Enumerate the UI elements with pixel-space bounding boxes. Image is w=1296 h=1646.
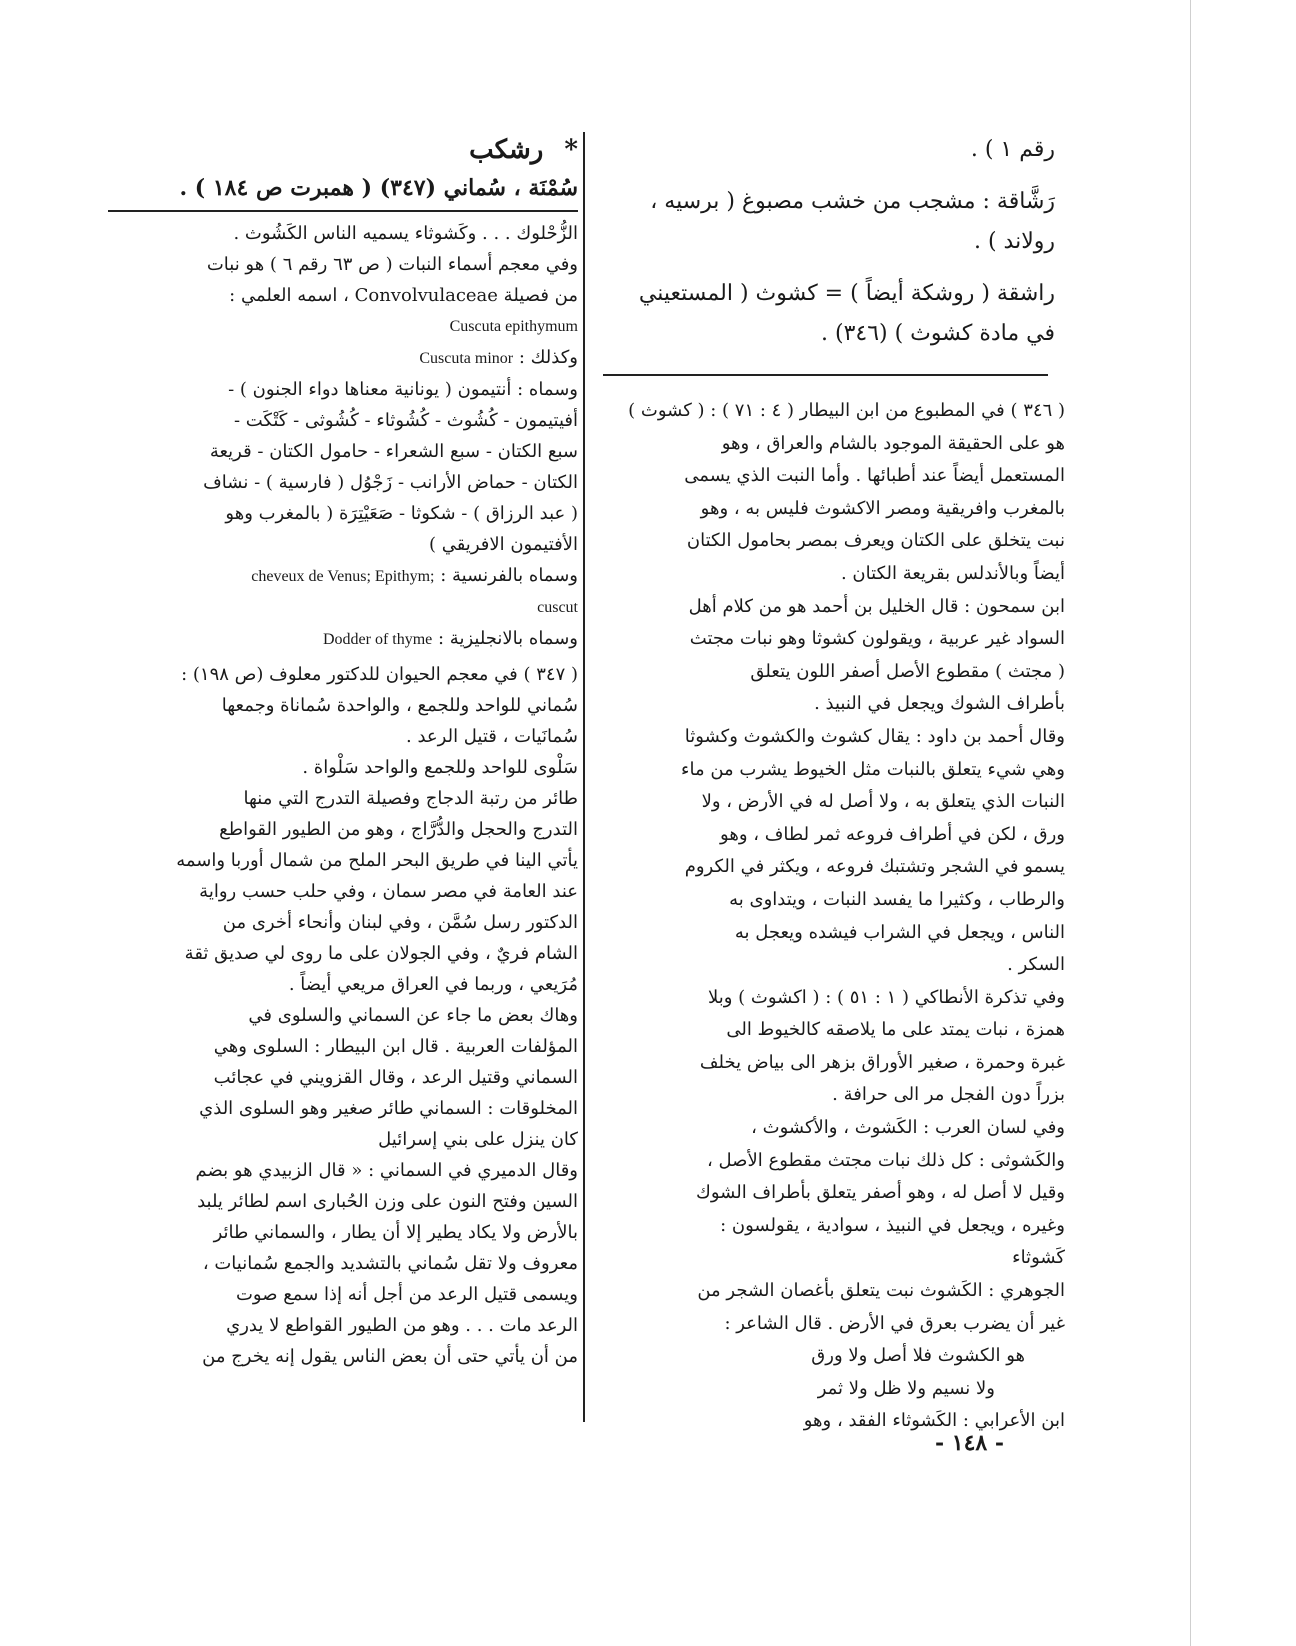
footnote-line: ورق ، لكن في أطراف فروعه ثمر لطاف ، وهو (720, 823, 1065, 845)
entry-heading: رشكب (469, 135, 544, 165)
french-name-cont: cuscut (537, 599, 578, 616)
column-divider (583, 132, 585, 1422)
footnote-line: والرطاب ، وكثيرا ما يفسد النبات ، ويتداوى به (729, 888, 1065, 910)
body-line: الكتان - حماض الأرانب - زَجْوُل ( فارسية ) - نشاف (203, 472, 578, 493)
entry-line: رقم ١ ) . (970, 137, 1055, 162)
footnote-line: ابن سمحون : قال الخليل بن أحمد هو من كلام أهل (688, 595, 1065, 617)
body-line (108, 623, 578, 655)
footnote-line: بزراً دون الفجل مر الى حرافة . (832, 1084, 1065, 1106)
footnote-line: ويسمى قتيل الرعد من أجل أنه إذا سمع صوت (235, 1284, 578, 1305)
scan-edge-line (1190, 0, 1191, 1646)
footnote-line: السواد غير عربية ، ويقولون كشوثا وهو نبات مجتث (689, 628, 1065, 650)
footnote-line: المخلوقات : السماني طائر صغير وهو السلوى الذي (199, 1098, 578, 1119)
footnote-line: سَلْوى للواحد وللجمع والواحد سَلْواة . (302, 757, 578, 778)
footnote-line: غير أن يضرب بعرق في الأرض . قال الشاعر : (724, 1312, 1065, 1334)
body-line: وسماه : أنتيمون ( يونانية معناها دواء الجنون ) - (228, 379, 578, 400)
page-number: - ١٤٨ - (935, 1430, 1005, 1456)
entry-line: رَشَّاقة : مشجب من خشب مصبوغ ( برسيه ، (650, 189, 1055, 214)
verse-line: ولا نسيم ولا ظل ولا ثمر (817, 1377, 995, 1399)
entry-body (108, 218, 578, 655)
footnote-line: ابن الأعرابي : الكَشوثاء الفقد ، وهو (803, 1410, 1065, 1432)
footnote-line: سُمانَيات ، قتيل الرعد . (406, 726, 578, 747)
entry-line: في مادة كشوث ) (٣٤٦) . (820, 321, 1055, 346)
verse-line: هو الكشوث فلا أصل ولا ورق (811, 1345, 1025, 1367)
footnote-line: سُماني للواحد وللجمع ، والواحدة سُماناة وجمعها (221, 695, 578, 716)
footnote-line: السكر . (1007, 954, 1065, 976)
entry-line: راشقة ( روشكة أيضاً ) = كشوث ( المستعيني (638, 281, 1055, 306)
entry-subheading: سُمْنَة ، سُماني (٣٤٧) ( همبرت ص ١٨٤ ) . (108, 170, 578, 212)
body-line: ( عبد الرزاق ) - شكوثا - صَعَيْتِرَة ( بالمغرب وهو (225, 503, 578, 524)
entry-line: رولاند ) . (973, 229, 1055, 254)
footnote-line: أيضاً وبالأندلس بقريعة الكتان . (840, 562, 1065, 584)
entry-star-marker: * (564, 135, 578, 165)
footnote-line: وفي تذكرة الأنطاكي ( ١ : ٥١ ) : ( اكشوث ) وبلا (707, 986, 1065, 1008)
footnote-line: وهي شيء يتعلق بالنبات مثل الخيوط يشرب من ماء (681, 758, 1065, 780)
body-line: الأفتيمون الافريقي ) (428, 534, 578, 555)
footnote-line: وفي لسان العرب : الكَشوث ، والأكشوث ، (751, 1117, 1065, 1139)
latin-name: Cuscuta epithymum (449, 318, 578, 335)
latin-name: Cuscuta minor (419, 350, 514, 367)
footnote-line: وقال الدميري في السماني : « قال الزبيدي هو بضم (195, 1160, 578, 1181)
french-prefix: وسماه بالفرنسية : (440, 565, 578, 586)
footnote-line: كان ينزل على بني إسرائيل (378, 1129, 578, 1150)
footnote-line: همزة ، نبات يمتد على ما يلاصقه كالخيوط الى (726, 1019, 1065, 1041)
body-line: الزُّحْلوك . . . وكَشوثاء يسميه الناس الكَشُوث . (233, 223, 578, 244)
footnote-347 (108, 659, 578, 1372)
footnote-line: ( ٣٤٧ ) في معجم الحيوان للدكتور معلوف (ص ١٩٨) : (181, 664, 578, 685)
left-column (108, 130, 578, 1372)
english-prefix: وسماه بالانجليزية : (438, 628, 578, 649)
footnote-line: والكَشوثى : كل ذلك نبات مجتث مقطوع الأصل ، (707, 1149, 1065, 1171)
footnote-line: مُرَيعي ، وربما في العراق مريعي أيضاً . (288, 974, 578, 995)
right-column-entries (595, 130, 1055, 354)
footnote-line: المؤلفات العربية . قال ابن البيطار : السلوى وهي (213, 1036, 578, 1057)
footnote-line: بالأرض ولا يكاد يطير إلا أن يطار ، والسماني طائر (213, 1222, 578, 1243)
body-line: من فصيلة Convolvulaceae ، اسمه العلمي : (229, 285, 578, 306)
footnote-line: الرعد مات . . . وهو من الطيور القواطع لا يدري (226, 1315, 578, 1336)
footnote-line: معروف ولا تقل سُماني بالتشديد والجمع سُمانيات ، (202, 1253, 578, 1274)
footnote-line: وقيل لا أصل له ، وهو أصفر يتعلق بأطراف الشوك (696, 1182, 1065, 1204)
body-line: وفي معجم أسماء النبات ( ص ٦٣ رقم ٦ ) هو نبات (206, 254, 578, 275)
footnote-line: الدكتور رسل سُمَّن ، وفي لبنان وأنحاء أخرى من (222, 912, 578, 933)
footnote-line: الناس ، ويجعل في الشراب فيشده ويعجل به (734, 921, 1065, 943)
footnote-346 (595, 395, 1065, 1438)
footnote-line: وقال أحمد بن داود : يقال كشوث والكشوث وكشوثا (684, 725, 1065, 747)
footnote-line: السماني وقتيل الرعد ، وقال القزويني في عجائب (213, 1067, 578, 1088)
footnote-line: ( ٣٤٦ ) في المطبوع من ابن البيطار ( ٤ : ٧١ ) : ( كشوث ) (628, 400, 1065, 421)
footnote-line: يسمو في الشجر وتشتبك فروعه ، ويكثر في الكروم (684, 856, 1065, 878)
footnote-line: السين وفتح النون على وزن الحُبارى اسم لطائر يلبد (197, 1191, 578, 1212)
body-line: سبع الكتان - سبع الشعراء - حامول الكتان - قريعة (209, 441, 578, 462)
footnote-line: الشام فريٌ ، وفي الجولان على ما روى لي صديق ثقة (184, 943, 578, 964)
entry-heading-row (108, 130, 578, 170)
french-name: cheveux de Venus; Epithym; (251, 568, 435, 585)
footnote-line: غبرة وحمرة ، صغير الأوراق بزهر الى بياض يخلف (699, 1051, 1065, 1073)
footnote-line: طائر من رتبة الدجاج وفصيلة التدرج التي منها (243, 788, 578, 809)
footnote-line: وهاك بعض ما جاء عن السماني والسلوى في (248, 1005, 578, 1026)
footnote-line: بالمغرب وافريقية ومصر الاكشوث فليس به ، وهو (700, 497, 1065, 519)
footnote-line: الجوهري : الكَشوث نبت يتعلق بأغصان الشجر من (697, 1280, 1065, 1302)
english-name: Dodder of thyme (322, 631, 433, 648)
footnote-line: نبت يتخلق على الكتان ويعرف بمصر بحامول الكتان (686, 530, 1065, 552)
footnote-line: وغيره ، ويجعل في النبيذ ، سوادية ، يقولسون : (720, 1214, 1065, 1236)
footnote-line: عند العامة في مصر سمان ، وفي حلب حسب رواية (199, 881, 578, 902)
footnote-divider (603, 374, 1048, 376)
latin-prefix: وكذلك : (518, 347, 578, 368)
footnote-line: التدرج والحجل والدُّرَّاج ، وهو من الطيور القواطع (219, 819, 578, 840)
footnote-line: كَشوثاء (1012, 1247, 1065, 1269)
footnote-line: هو على الحقيقة الموجود بالشام والعراق ، وهو (721, 432, 1065, 454)
body-line (108, 342, 578, 374)
body-line (108, 560, 578, 592)
footnote-line: المستعمل أيضاً عند أطبائها . وأما النبت الذي يسمى (684, 465, 1065, 487)
footnote-line: النبات الذي يتعلق به ، ولا أصل له في الأرض ، ولا (701, 791, 1065, 813)
footnote-line: بأطراف الشوك ويجعل في النبيذ . (814, 693, 1065, 715)
body-line: أفيتيمون - كُشُوث - كُشُوثاء - كُشُوثى - كَتْكَت - (233, 410, 578, 431)
footnote-line: من أن يأتي حتى أن بعض الناس يقول إنه يخرج من (202, 1346, 578, 1367)
footnote-line: ( مجتث ) مقطوع الأصل أصفر اللون يتعلق (750, 660, 1065, 682)
footnote-line: يأتي الينا في طريق البحر الملح من شمال أوربا واسمه (176, 850, 578, 871)
